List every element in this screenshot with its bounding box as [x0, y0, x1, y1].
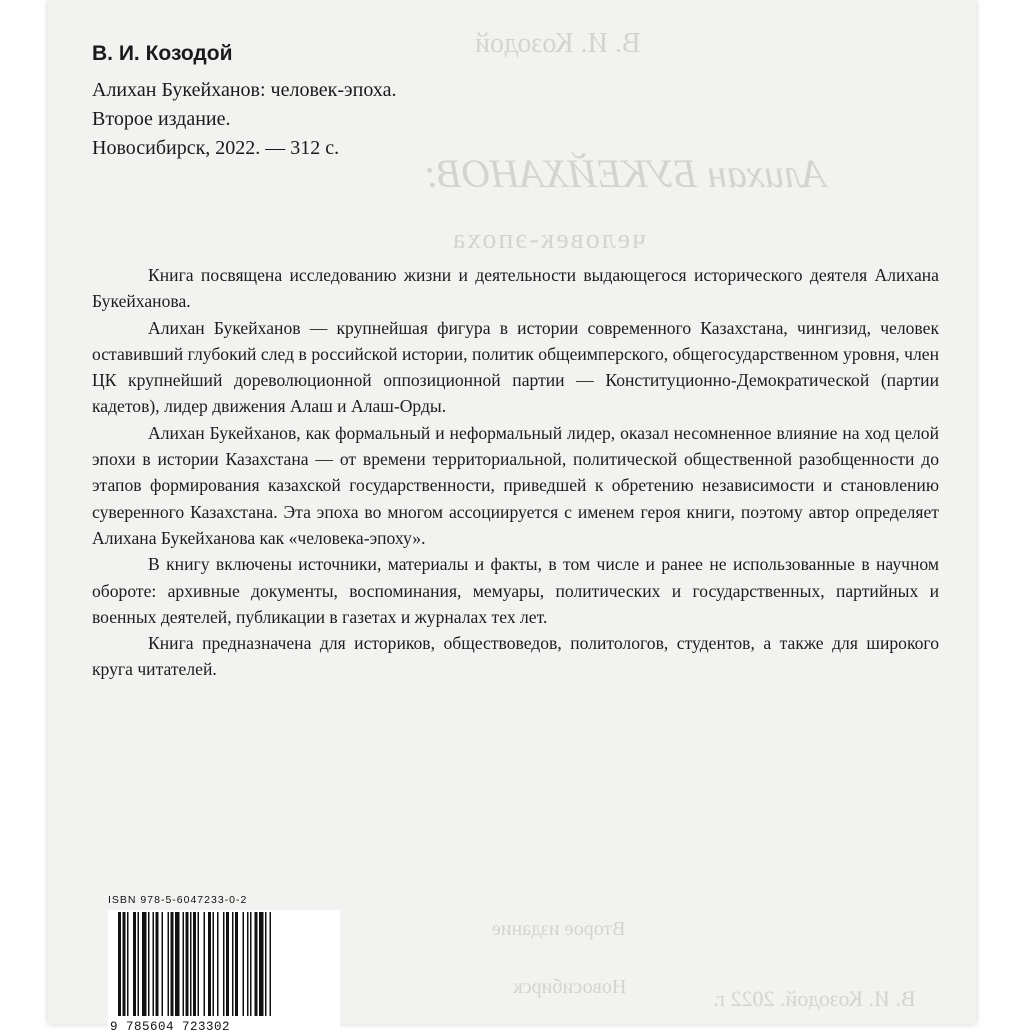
barcode-bar — [247, 912, 249, 1016]
barcode-bar — [232, 912, 234, 1016]
barcode-bar — [183, 912, 185, 1016]
barcode-bar — [118, 912, 121, 1016]
abstract-paragraph: Книга предназначена для историков, обществоведов, политологов, студентов, а также для широкого круга читателей. — [92, 633, 939, 680]
barcode-bar — [270, 912, 272, 1016]
book-title: Алихан Букейханов: человек-эпоха. — [92, 79, 397, 101]
book-back-cover — [48, 0, 976, 1034]
barcode-digits: 9 785604 723302 — [110, 1020, 231, 1034]
barcode-bar — [208, 912, 211, 1016]
barcode-bar — [138, 912, 140, 1016]
showthrough-title: Алихан БУКЕЙХАНОВ: — [423, 151, 826, 196]
barcode-bar — [142, 912, 147, 1016]
barcode-bar — [193, 912, 196, 1016]
imprint-line: Новосибирск, 2022. — 312 с. — [92, 137, 340, 159]
barcode-bar — [217, 912, 219, 1016]
edition-line: Второе издание. — [92, 108, 231, 130]
bibliographic-header — [92, 42, 396, 163]
showthrough-edition: Второе издание — [492, 918, 626, 940]
barcode-bar — [171, 912, 174, 1016]
barcode-bar — [250, 912, 252, 1016]
barcode-bar — [204, 912, 206, 1016]
barcode-bar — [259, 912, 264, 1016]
isbn-block — [108, 894, 340, 1034]
showthrough-subtitle: человек-эпоха — [450, 224, 646, 255]
barcode-bar — [243, 912, 245, 1016]
abstract-paragraph: Алихан Букейханов — крупнейшая фигура в истории современного Казахстана, чингизид, человек оставивший глубокий след в российской истории, политик общеимперского, общегосударственном уровня, член ЦК крупнейший дореволюционной оппозиционной партии — Конституционно-Демократической (партии кадетов), лидер движения Алаш и Алаш-Орды. — [92, 317, 939, 417]
barcode-bar — [226, 912, 229, 1016]
barcode-bar — [127, 912, 129, 1016]
barcode-bar — [153, 912, 155, 1016]
abstract-paragraph: Книга посвящена исследованию жизни и деятельности выдающегося исторического деятеля Алихана Букейханова. — [92, 265, 939, 312]
barcode-bar — [223, 912, 225, 1016]
barcode-bars — [118, 912, 338, 1016]
barcode-bar — [168, 912, 170, 1016]
barcode-bar — [186, 912, 189, 1016]
barcode-bar — [133, 912, 136, 1016]
isbn-label: ISBN 978-5-6047233-0-2 — [108, 894, 248, 906]
book-abstract — [92, 262, 939, 683]
barcode-bar — [175, 912, 180, 1016]
showthrough-footer: В. И. Козодой. 2022 г. — [713, 986, 916, 1011]
barcode-bar — [123, 912, 126, 1016]
barcode — [108, 910, 340, 1034]
author-name: В. И. Козодой — [92, 42, 233, 65]
showthrough-city: Новосибирск — [512, 976, 626, 998]
barcode-bar — [156, 912, 159, 1016]
abstract-paragraph: В книгу включены источники, материалы и факты, в том числе и ранее не использованные в научном обороте: архивные документы, воспоминания, мемуары, политических и государственных, партийных и военных деятелей, публикации в газетах и журналах тех лет. — [92, 554, 939, 627]
barcode-bar — [190, 912, 192, 1016]
barcode-bar — [162, 912, 164, 1016]
showthrough-author: В. И. Козодой — [474, 28, 640, 59]
barcode-bar — [265, 912, 267, 1016]
barcode-bar — [213, 912, 215, 1016]
abstract-paragraph: Алихан Букейханов, как формальный и неформальный лидер, оказал несомненное влияние на ход целой эпохи в истории Казахстана — от времени территориальной, политической общественной разобщенности до этапов формирования казахской государственности, приведшей к обретению независимости и становлению суверенного Казахстана. Эта эпоха во многом ассоциируется с именем героя книги, поэтому автор определяет Алихана Букейханова как «человека-эпоху». — [92, 422, 939, 548]
barcode-bar — [255, 912, 258, 1016]
barcode-bar — [235, 912, 238, 1016]
barcode-bar — [198, 912, 200, 1016]
barcode-bar — [148, 912, 150, 1016]
